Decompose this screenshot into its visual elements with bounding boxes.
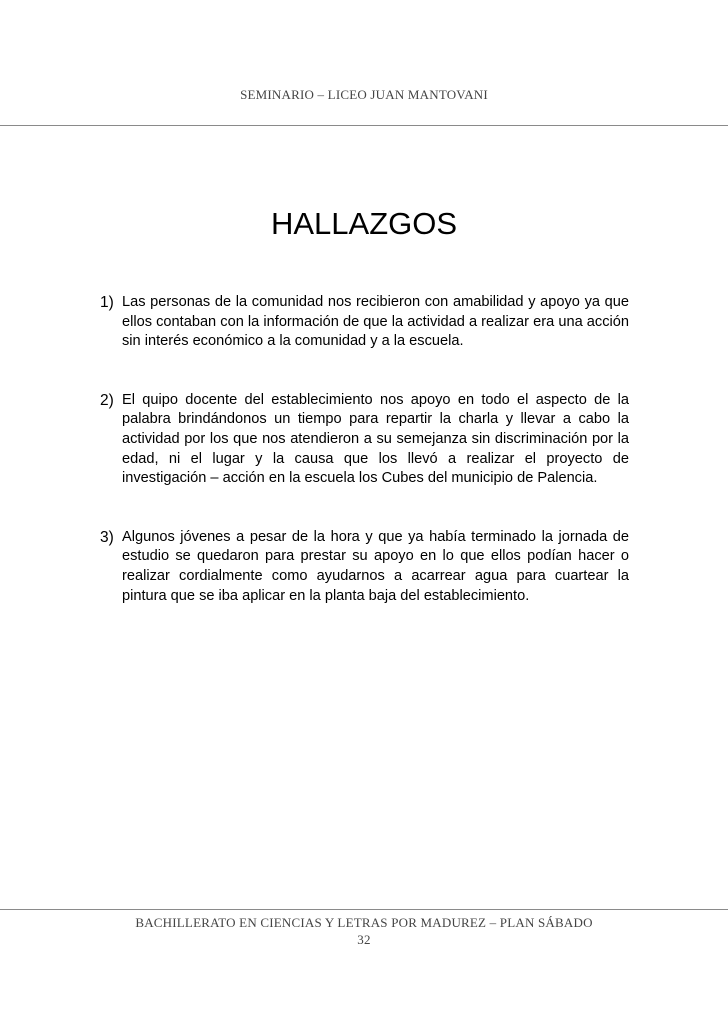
- finding-text: El quipo docente del establecimiento nos apoyo en todo el aspecto de la palabra brindándonos un tiempo para repartir la charla y llevar a cabo la actividad por los que nos atendieron a su semejanza sin discriminación por la edad, ni el lugar y la causa que los llevó a realizar el proyecto de investigación – acción en la escuela los Cubes del municipio de Palencia.: [122, 391, 629, 487]
- running-footer: [0, 914, 728, 948]
- finding-item: [100, 391, 629, 489]
- finding-text: Las personas de la comunidad nos recibieron con amabilidad y apoyo ya que ellos contaban con la información de que la actividad a realizar era una acción sin interés económico a la comunidad y a la escuela.: [122, 294, 629, 350]
- finding-item: [100, 528, 629, 606]
- page-number: 32: [357, 932, 371, 947]
- finding-number: 3): [100, 528, 114, 546]
- footer-program: BACHILLERATO EN CIENCIAS Y LETRAS POR MADUREZ – PLAN SÁBADO: [135, 915, 593, 930]
- running-header: SEMINARIO – LICEO JUAN MANTOVANI: [240, 87, 488, 102]
- finding-number: 2): [100, 391, 114, 409]
- finding-item: [100, 293, 629, 352]
- finding-number: 1): [100, 294, 114, 311]
- page-title: HALLAZGOS: [270, 206, 458, 241]
- footer-divider: [0, 909, 728, 910]
- findings-list: [100, 293, 629, 606]
- header-divider: [0, 125, 728, 126]
- finding-text: Algunos jóvenes a pesar de la hora y que ya había terminado la jornada de estudio se quedaron para prestar su apoyo en lo que ellos podían hacer o realizar cordialmente como ayudarnos a acarrear agua para cuartear la pintura que se iba aplicar en la planta baja del establecimiento.: [122, 528, 629, 604]
